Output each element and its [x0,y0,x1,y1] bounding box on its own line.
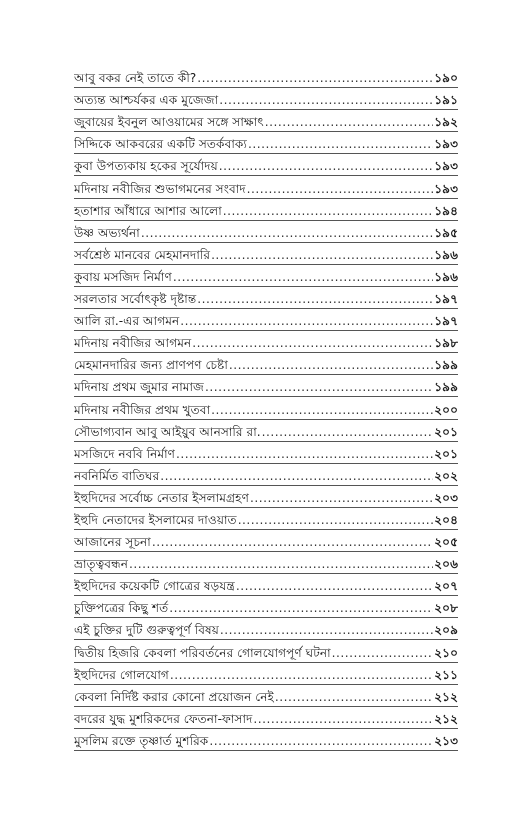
toc-entry-title: মুসলিম রক্তে তৃষ্ণার্ত মুশরিক [74,733,209,748]
toc-entry-page-number: ২০৭ [434,579,458,594]
toc-entry-title: মদিনায় প্রথম জুমার নামাজ [74,380,204,395]
toc-entry [74,176,458,198]
toc-entry [74,442,458,464]
toc-entry-page-number: ২০৮ [434,601,458,616]
toc-entry [74,574,458,596]
toc-entry-page-number: ২০৬ [434,557,458,572]
toc-entry-title: আজানের সূচনা [74,535,151,550]
dot-leader [265,115,433,129]
toc-entry-title: সর্বশ্রেষ্ঠ মানবের মেহমানদারি [74,247,211,262]
toc-entry-page-number: ১৯৯ [434,358,458,373]
table-of-contents [74,66,458,751]
dot-leader [250,491,433,505]
toc-entry-title: সিদ্দিকে আকবরের একটি সতর্কবাক্য [74,137,247,152]
toc-entry-title: নবনির্মিত বাতিঘর [74,468,160,483]
dot-leader [229,358,433,372]
toc-entry-title: উষ্ণ অভ্যর্থনা [74,225,140,240]
toc-entry-title: ইহুদিদের সর্বোচ্চ নেতার ইসলামগ্রহণ [74,490,249,505]
toc-entry-title: চুক্তিপত্রের কিছু শর্ত [74,601,169,616]
dot-leader [160,469,433,483]
toc-entry-title: হতাশার আঁধারে আশার আলো [74,203,222,218]
toc-entry-title: এই চুক্তির দুটি গুরুত্বপূর্ণ বিষয় [74,623,219,638]
toc-entry [74,375,458,397]
toc-entry-title: জুবায়ের ইবনুল আওয়ামের সঙ্গে সাক্ষাৎ [74,115,264,130]
toc-entry-page-number: ১৯৯ [434,380,458,395]
toc-entry [74,154,458,176]
toc-entry [74,331,458,353]
toc-entry-title: ইহুদিদের কয়েকটি গোত্রের ষড়যন্ত্র [74,579,235,594]
toc-entry-page-number: ২০৫ [434,535,458,550]
dot-leader [197,292,433,306]
toc-entry-title: মদিনায় নবীজির আগমন [74,336,192,351]
toc-entry-page-number: ১৯৩ [434,181,458,196]
toc-entry-page-number: ১৯৩ [434,137,458,152]
toc-entry [74,287,458,309]
toc-entry [74,486,458,508]
dot-leader [220,623,433,637]
toc-entry-title: মেহমানদারির জন্য প্রাণপণ চেষ্টা [74,358,228,373]
toc-entry [74,707,458,729]
toc-entry-page-number: ২০৯ [434,623,458,638]
dot-leader [152,535,433,549]
toc-entry [74,88,458,110]
toc-entry-page-number: ১৯৬ [434,269,458,284]
toc-entry [74,685,458,707]
toc-entry [74,397,458,419]
toc-entry-page-number: ২০১ [434,424,458,439]
dot-leader [262,425,434,439]
toc-entry-title: মদিনায় নবীজির শুভাগমনের সংবাদ [74,181,246,196]
dot-leader [197,71,433,85]
toc-entry-page-number: ২১২ [434,689,458,704]
toc-entry-title: মদিনায় নবীজির প্রথম খুতবা [74,402,211,417]
dot-leader [180,314,433,328]
toc-entry [74,640,458,662]
toc-entry [74,66,458,88]
dot-leader [169,601,433,615]
toc-entry-title: আলি রা.-এর আগমন [74,314,180,329]
dot-leader [238,513,434,527]
dot-leader [176,447,433,461]
toc-entry-title: অত্যন্ত আশ্চর্যকর এক মুজেজা [74,93,219,108]
dot-leader [192,336,433,350]
toc-entry-page-number: ১৯৪ [434,203,458,218]
dot-leader [275,690,433,704]
toc-entry-page-number: ১৯২ [434,115,458,130]
toc-entry-page-number: ২০০ [434,402,458,417]
dot-leader [141,226,433,240]
dot-leader [253,712,433,726]
toc-entry-page-number: ১৯০ [434,71,458,86]
toc-entry-page-number: ১৯১ [434,93,458,108]
toc-entry [74,552,458,574]
toc-entry [74,265,458,287]
toc-entry-page-number: ২০১ [434,446,458,461]
dot-leader [129,557,433,571]
toc-entry-page-number: ১৯৮ [434,336,458,351]
toc-entry [74,596,458,618]
dot-leader [211,248,433,262]
toc-entry-title: ভ্রাতৃত্ববন্ধন [74,557,129,572]
toc-entry [74,618,458,640]
toc-entry-title: মসজিদে নববি নির্মাণ [74,446,176,461]
toc-entry-title: কুবায় মসজিদ নির্মাণ [74,269,172,284]
toc-entry-page-number: ২১২ [434,711,458,726]
toc-entry [74,663,458,685]
toc-entry [74,729,458,751]
toc-entry-page-number: ১৯৬ [434,247,458,262]
dot-leader [219,93,433,107]
dot-leader [247,182,434,196]
dot-leader [236,579,433,593]
toc-entry-page-number: ১৯৫ [434,225,458,240]
toc-entry-title: দ্বিতীয় হিজরি কেবলা পরিবর্তনের গোলযোগপূর্ণ ঘটনা [74,645,331,660]
dot-leader [205,380,433,394]
dot-leader [209,734,433,748]
toc-entry-title: সৌভাগ্যবান আবু আইয়ুব আনসারি রা. [74,424,261,439]
toc-entry-title: কেবলা নির্দিষ্ট করার কোনো প্রয়োজন নেই [74,689,274,704]
toc-entry [74,110,458,132]
toc-entry [74,309,458,331]
toc-entry-page-number: ২০২ [434,468,458,483]
dot-leader [173,270,433,284]
toc-entry [74,464,458,486]
toc-entry-page-number: ১৯৭ [434,292,458,307]
toc-entry [74,221,458,243]
toc-entry-title: ইহুদিদের গোলযোগ [74,667,169,682]
dot-leader [170,668,433,682]
toc-entry [74,508,458,530]
toc-entry [74,132,458,154]
toc-entry [74,353,458,375]
toc-entry-page-number: ১৯৩ [434,159,458,174]
toc-entry-page-number: ২০৩ [434,490,458,505]
toc-entry-page-number: ১৯৭ [434,314,458,329]
toc-entry-page-number: ২১১ [434,667,458,682]
dot-leader [211,403,433,417]
toc-entry [74,199,458,221]
toc-entry-title: সরলতার সর্বোৎকৃষ্ট দৃষ্টান্ত [74,292,197,307]
toc-entry [74,420,458,442]
toc-entry-title: আবু বকর নেই তাতে কী? [74,71,197,86]
toc-entry-title: বদরের যুদ্ধ মুশরিকদের ফেতনা-ফাসাদ [74,711,253,726]
dot-leader [332,646,434,660]
toc-entry-title: ইহুদি নেতাদের ইসলামের দাওয়াত [74,512,237,527]
toc-entry [74,530,458,552]
toc-entry-page-number: ২১০ [434,645,458,660]
toc-entry-title: কুবা উপত্যকায় হকের সূর্যোদয় [74,159,218,174]
toc-entry-page-number: ২০৪ [434,512,458,527]
toc-entry [74,243,458,265]
dot-leader [223,204,434,218]
dot-leader [248,137,433,151]
toc-entry-page-number: ২১৩ [434,733,458,748]
dot-leader [219,159,433,173]
